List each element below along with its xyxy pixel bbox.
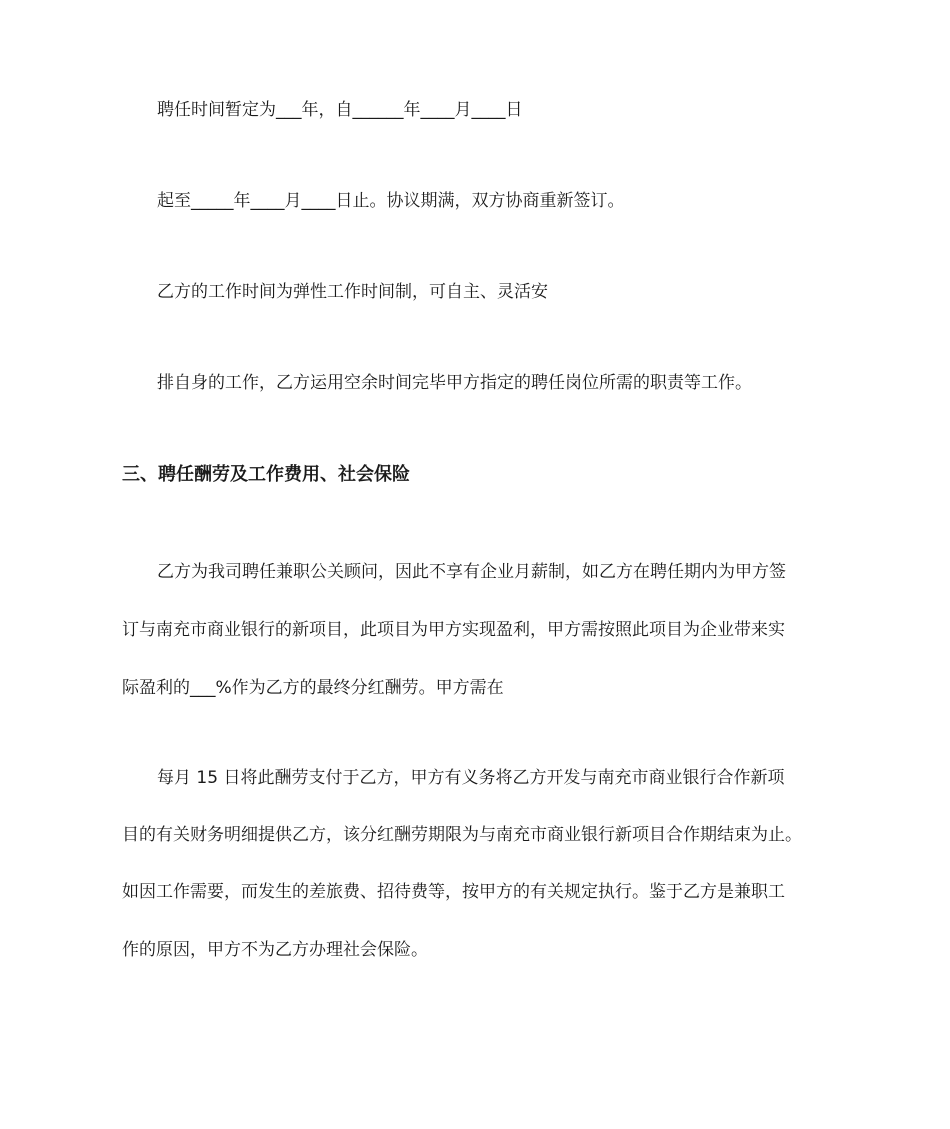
section-heading: 三、聘任酬劳及工作费用、社会保险 [122,464,410,485]
paragraph-line: 排自身的工作，乙方运用空余时间完毕甲方指定的聘任岗位所需的职责等工作。 [157,373,752,393]
paragraph-line: 目的有关财务明细提供乙方，该分红酬劳期限为与南充市商业银行新项目合作期结束为止。 [122,825,802,845]
paragraph-line: 乙方的工作时间为弹性工作时间制，可自主、灵活安 [157,282,548,302]
paragraph-line: 作的原因，甲方不为乙方办理社会保险。 [122,940,428,960]
paragraph-line: 起至_____年____月____日止。协议期满，双方协商重新签订。 [157,191,625,211]
paragraph-line: 如因工作需要，而发生的差旅费、招待费等，按甲方的有关规定执行。鉴于乙方是兼职工 [122,882,785,902]
paragraph-line: 订与南充市商业银行的新项目，此项目为甲方实现盈利，甲方需按照此项目为企业带来实 [122,620,785,640]
paragraph-line: 每月 15 日将此酬劳支付于乙方，甲方有义务将乙方开发与南充市商业银行合作新项 [157,768,785,788]
paragraph-line: 乙方为我司聘任兼职公关顾问，因此不享有企业月薪制，如乙方在聘任期内为甲方签 [157,562,786,582]
paragraph-line: 聘任时间暂定为___年，自______年____月____日 [157,100,523,120]
paragraph-line: 际盈利的___%作为乙方的最终分红酬劳。甲方需在 [122,678,504,698]
